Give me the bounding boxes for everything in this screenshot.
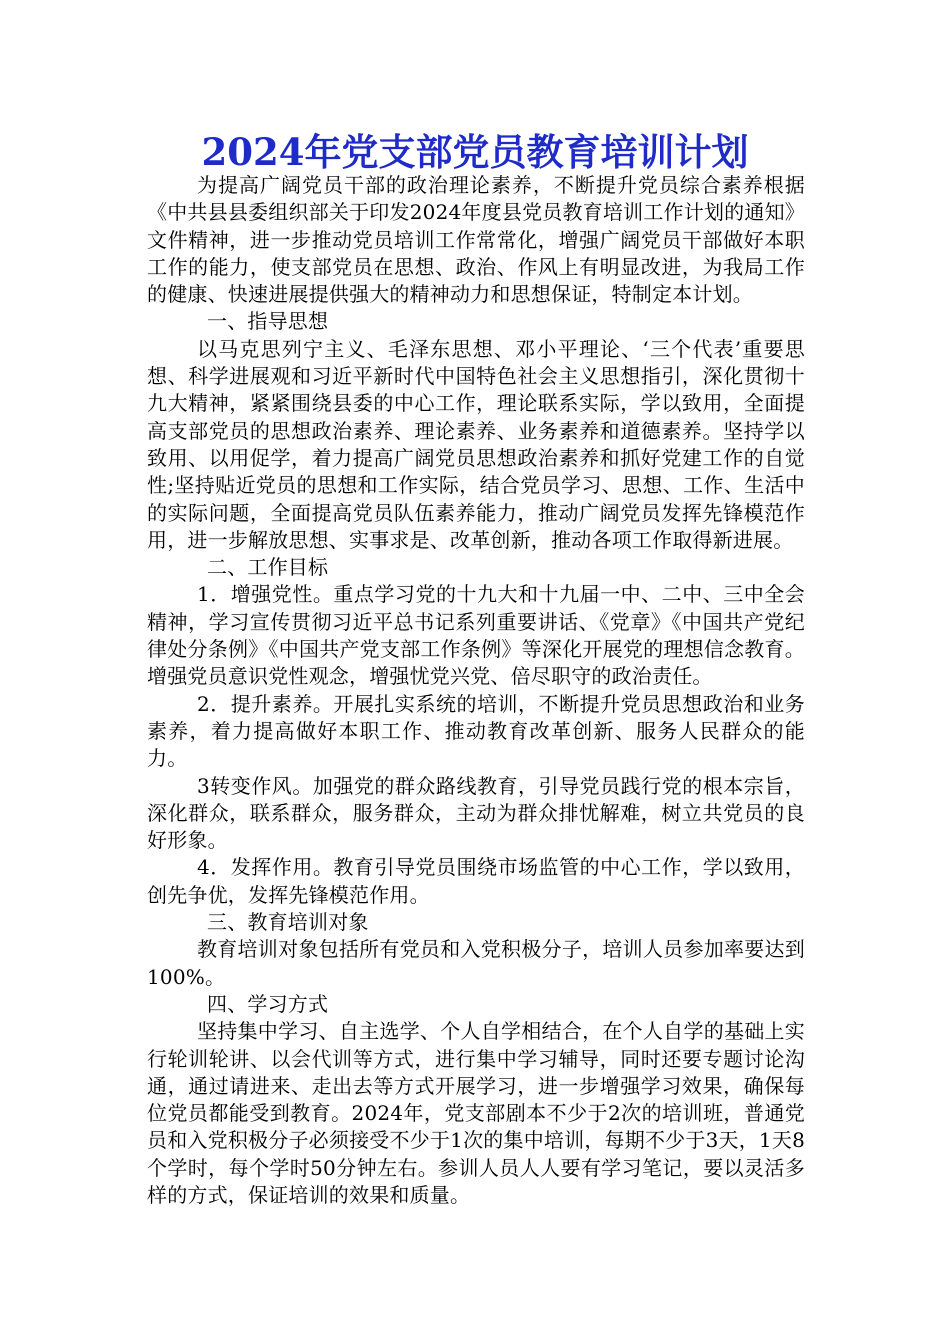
document-body (147, 172, 805, 1209)
body-paragraph: 4．发挥作用。教育引导党员围绕市场监管的中心工作，学以致用，创先争优，发挥先锋模范作用。 (147, 855, 805, 907)
body-paragraph: 以马克思列宁主义、毛泽东思想、邓小平理论、‘三个代表’重要思想、科学进展观和习近平新时代中国特色社会主义思想指引，深化贯彻十九大精神，紧紧围绕县委的中心工作，理论联系实际，学以致用，全面提高支部党员的思想政治素养、理论素养、业务素养和道德素养。坚持学以致用、以用促学，着力提高广阔党员思想政治素养和抓好党建工作的自觉性;坚持贴近党员的思想和工作实际，结合党员学习、思想、工作、生活中的实际问题，全面提高党员队伍素养能力，推动广阔党员发挥先锋模范作用，进一步解放思想、实事求是、改革创新，推动各项工作取得新进展。 (147, 336, 805, 552)
body-paragraph: 教育培训对象包括所有党员和入党积极分子，培训人员参加率要达到100%。 (147, 937, 805, 989)
intro-paragraph: 为提高广阔党员干部的政治理论素养，不断提升党员综合素养根据《中共县县委组织部关于印发2024年度县党员教育培训工作计划的通知》文件精神，进一步推动党员培训工作常常化，增强广阔党员干部做好本职工作的能力，使支部党员在思想、政治、作风上有明显改进，为我局工作的健康、快速进展提供强大的精神动力和思想保证，特制定本计划。 (147, 173, 805, 307)
document-title: 2024年党支部党员教育培训计划 (201, 130, 749, 174)
section-heading: 二、工作目标 (207, 555, 329, 580)
section-heading: 四、学习方式 (207, 991, 329, 1016)
body-paragraph: 坚持集中学习、自主选学、个人自学相结合，在个人自学的基础上实行轮训轮讲、以会代训等方式，进行集中学习辅导，同时还要专题讨论沟通，通过请进来、走出去等方式开展学习，进一步增强学习效果，确保每位党员都能受到教育。2024年，党支部剧本不少于2次的培训班，普通党员和入党积极分子必须接受不少于1次的集中培训，每期不少于3天，1天8个学时，每个学时50分钟左右。参训人员人人要有学习笔记，要以灵活多样的方式，保证培训的效果和质量。 (147, 1019, 805, 1207)
body-paragraph: 2．提升素养。开展扎实系统的培训，不断提升党员思想政治和业务素养，着力提高做好本职工作、推动教育改革创新、服务人民群众的能力。 (147, 691, 805, 771)
section-heading: 一、指导思想 (207, 309, 329, 334)
body-paragraph: 1．增强党性。重点学习党的十九大和十九届一中、二中、三中全会精神，学习宣传贯彻习近平总书记系列重要讲话、《党章》《中国共产党纪律处分条例》《中国共产党支部工作条例》等深化开展党的理想信念教育。增强党员意识党性观念，增强忧党兴党、倍尽职守的政治责任。 (147, 582, 805, 689)
body-paragraph: 3转变作风。加强党的群众路线教育，引导党员践行党的根本宗旨，深化群众，联系群众，服务群众，主动为群众排忧解难，树立共党员的良好形象。 (147, 773, 805, 853)
section-heading: 三、教育培训对象 (207, 910, 369, 935)
